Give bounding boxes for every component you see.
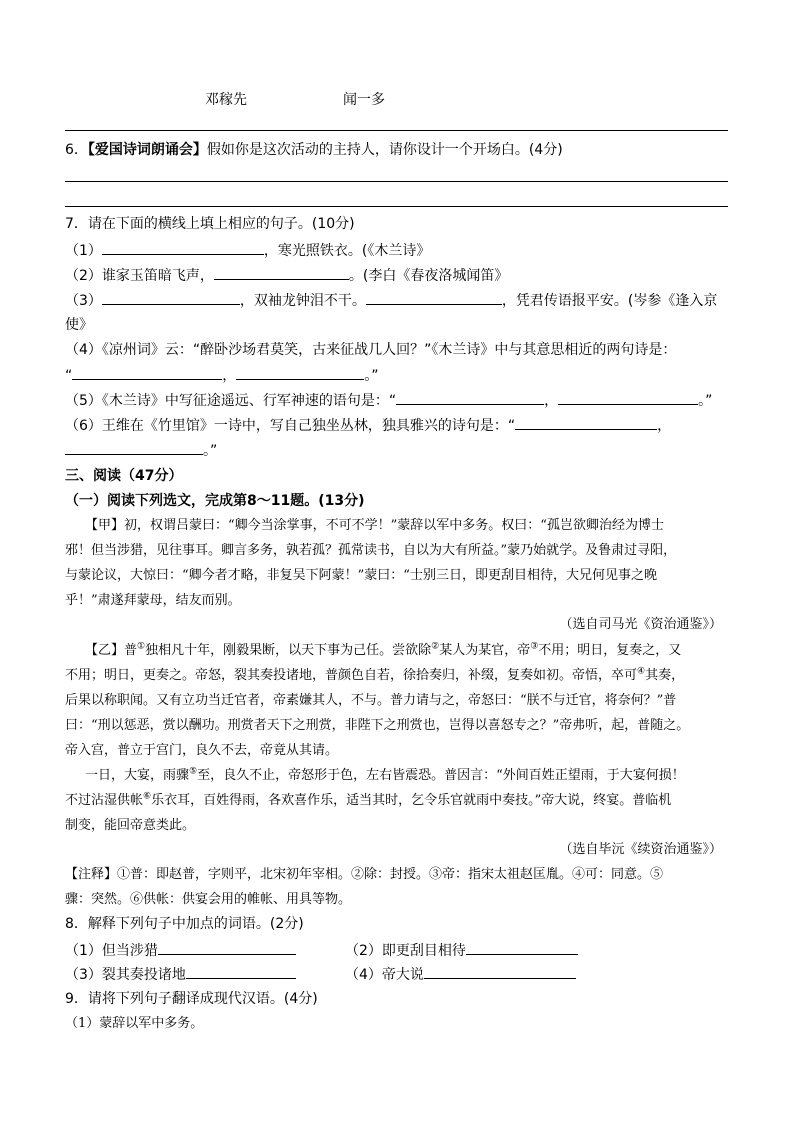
fill-blank[interactable]	[558, 390, 698, 405]
q9-title: 9．请将下列句子翻译成现代汉语。(4分)	[65, 991, 318, 1007]
q6-tag: 【爱国诗词朗诵会】	[87, 142, 207, 158]
q8-item-1: （1）但当涉猎	[65, 940, 296, 961]
fill-blank[interactable]	[236, 365, 364, 380]
answer-line	[65, 181, 728, 182]
q8-item-3: （3）裂其奏投诸地	[65, 964, 296, 985]
passage-b-source: （选自毕沅《续资治通鉴》）	[559, 842, 722, 857]
fill-blank[interactable]	[424, 964, 576, 979]
notes-line: 骤：突然。⑥供帐：供宴会用的帷帐、用具等物。	[65, 892, 352, 907]
answer-line	[65, 206, 728, 207]
q6-text: 假如你是这次活动的主持人，请你设计一个开场白。(4分)	[206, 142, 563, 158]
q7-item-2: （2）谁家玉笛暗飞声， 。(李白《春夜洛城闻笛》	[65, 265, 508, 286]
fill-blank[interactable]	[102, 290, 240, 305]
passage-a-line: 邪！但当涉猎，见往事耳。卿言多务，孰若孤？孤常读书，自以为大有所益。”蒙乃始就学。及鲁肃过寻阳，	[65, 543, 677, 558]
q7-item-1: （1） ，寒光照铁衣。(《木兰诗》	[65, 240, 430, 261]
passage-a-line: 【甲】初，权谓吕蒙曰：“卿今当涂掌事，不可不学！”蒙辞以军中多务。权曰：“孤岂欲卿治经为博士	[85, 518, 664, 533]
q8-title: 8．解释下列句子中加点的词语。(2分)	[65, 916, 304, 932]
fill-blank[interactable]	[65, 440, 203, 455]
q7-item-4-answer: “ ， 。”	[65, 365, 379, 386]
fill-blank[interactable]	[515, 415, 657, 430]
fill-blank[interactable]	[396, 390, 544, 405]
passage-b-line: 【乙】普①独相凡十年，刚毅果断，以天下事为己任。尝欲除②某人为某官，帝③不用；明日，复奏之，又	[85, 641, 682, 658]
passage-b-line: 帝入宫，普立于宫门，良久不去，帝竟从其请。	[65, 743, 339, 758]
part-1-title: （一）阅读下列选文，完成第8～11题。(13分)	[65, 493, 365, 509]
passage-a-line: 与蒙论议，大惊曰：“卿今者才略，非复吴下阿蒙！”蒙曰：“士别三日，即更刮目相待，大兄何见事之晚	[65, 568, 657, 583]
passage-b-line: 后果以称职闻。又有立功当迁官者，帝素嫌其人，不与。普力请与之，帝怒曰：“朕不与迁官，将奈何？”普	[65, 693, 677, 708]
passage-a-source: （选自司马光《资治通鉴》）	[559, 617, 722, 632]
passage-a-line: 乎！”肃遂拜蒙母，结友而别。	[65, 593, 241, 608]
fill-blank[interactable]	[466, 940, 578, 955]
fill-blank[interactable]	[214, 265, 349, 280]
q7-item-3: （3） ，双袖龙钟泪不干。 ，凭君传语报平安。(岑参《逢入京	[65, 290, 717, 311]
q7-item-3-cont: 使》	[65, 317, 93, 333]
q8-item-4: （4）帝大说	[345, 964, 576, 985]
notes-line: 【注释】①普：即赵普，字则平，北宋初年宰相。②除：封授。③帝：指宋太祖赵匡胤。④可：同意。⑤	[65, 867, 664, 882]
name-dengjiaxian: 邓稼先	[205, 92, 247, 108]
q7-item-5: （5）《木兰诗》中写征途遥远、行军神速的语句是：“ ， 。”	[65, 390, 712, 411]
fill-blank[interactable]	[366, 290, 502, 305]
fill-blank[interactable]	[186, 964, 296, 979]
q7-item-6: （6）王维在《竹里馆》一诗中，写自己独坐丛林，独具雅兴的诗句是：“ ，	[65, 415, 671, 436]
section-3-title: 三、阅读（47分）	[65, 468, 183, 484]
q7-title: 7．请在下面的横线上填上相应的句子。(10分)	[65, 216, 355, 232]
passage-b-line: 制变，能回帝意类此。	[65, 818, 196, 833]
passage-b-line: 不过沾湿供帐⑥乐衣耳，百姓得雨，各欢喜作乐，适当其时，乞令乐官就雨中奏技。”帝大说，终宴。普临机	[65, 791, 672, 808]
fill-blank[interactable]	[158, 940, 296, 955]
passage-b-line: 一日，大宴，雨骤⑤至，良久不止，帝怒形于色，左右皆震恐。普因言：“外间百姓正望雨，于大宴何损！	[85, 766, 685, 783]
passage-b-line: 曰：“刑以惩恶，赏以酬功。刑赏者天下之刑赏，非陛下之刑赏也，岂得以喜怒专之？”帝弗听，起，普随之。	[65, 718, 690, 733]
q7-item-6-cont: 。”	[65, 440, 217, 461]
name-wenyiduo: 闻一多	[343, 92, 385, 108]
fill-blank[interactable]	[102, 240, 264, 255]
q8-item-2: （2）即更刮目相待	[345, 940, 578, 961]
q7-item-4: （4）《凉州词》云：“醉卧沙场君莫笑，古来征战几人回？”《木兰诗》中与其意思相近的两句诗是：	[65, 342, 677, 358]
answer-line	[65, 130, 728, 131]
passage-b-line: 不用；明日，更奏之。帝怒，裂其奏投诸地，普颜色自若，徐拾奏归，补缀，复奏如初。帝悟，卒可④其奏，	[65, 666, 685, 683]
fill-blank[interactable]	[72, 365, 222, 380]
question-6	[65, 140, 563, 160]
q6-number: 6．	[65, 142, 88, 158]
q9-sentence-1: （1）蒙辞以军中多务。	[65, 1016, 204, 1031]
